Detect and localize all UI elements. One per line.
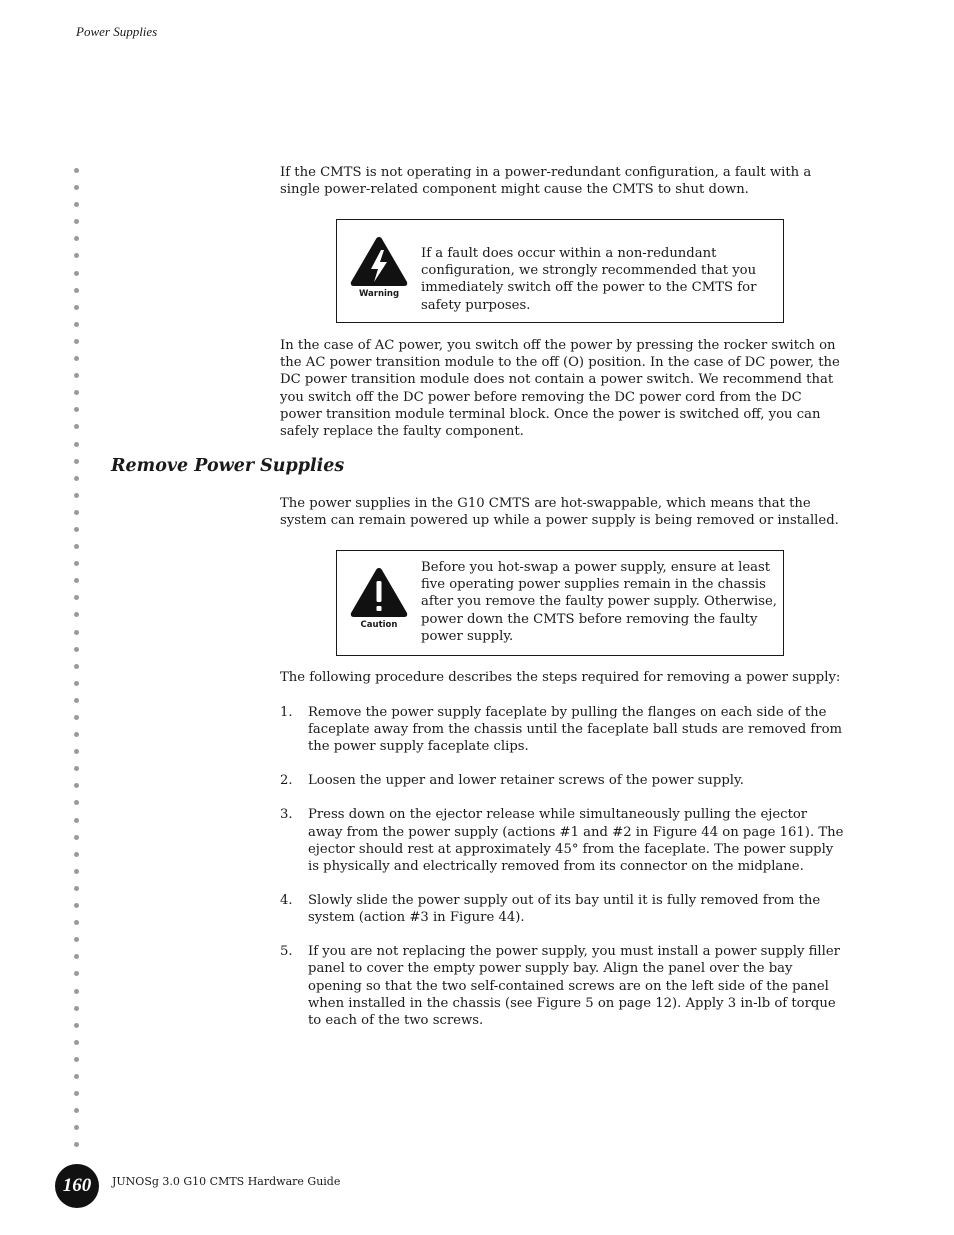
margin-dot (74, 732, 79, 737)
margin-dot (74, 954, 79, 959)
step-number: 1. (280, 705, 293, 720)
step-number: 5. (280, 944, 293, 960)
warning-lightning-icon (349, 236, 409, 288)
margin-dot (74, 390, 79, 395)
step-text: Loosen the upper and lower retainer screws of the power supply. (308, 773, 744, 789)
margin-dot (74, 1108, 79, 1113)
step-number: 4. (280, 893, 293, 909)
margin-dot (74, 219, 79, 224)
margin-dot-rule (74, 168, 82, 1159)
warning-label: Warning (358, 289, 400, 299)
margin-dot (74, 459, 79, 464)
margin-dot (74, 937, 79, 942)
margin-dot (74, 971, 79, 976)
margin-dot (74, 903, 79, 908)
margin-dot (74, 236, 79, 241)
margin-dot (74, 920, 79, 925)
list-item (280, 943, 845, 1029)
footer-guide-title: JUNOSg 3.0 G10 CMTS Hardware Guide (112, 1175, 341, 1188)
margin-dot (74, 698, 79, 703)
margin-dot (74, 1091, 79, 1096)
margin-dot (74, 664, 79, 669)
margin-dot (74, 288, 79, 293)
margin-dot (74, 630, 79, 635)
margin-dot (74, 578, 79, 583)
step-text: Slowly slide the power supply out of its bay until it is fully removed from the system (action #3 in Figure 44). (308, 893, 821, 926)
margin-dot (74, 1074, 79, 1079)
caution-box (336, 550, 784, 656)
paragraph-hot-swap: The power supplies in the G10 CMTS are hot-swappable, which means that the system can remain powered up while a power supply is being removed or installed. (280, 496, 839, 529)
margin-dot (74, 322, 79, 327)
list-item (280, 704, 845, 756)
step-number: 2. (280, 773, 293, 789)
list-item (280, 806, 845, 875)
margin-dot (74, 527, 79, 532)
margin-dot (74, 1057, 79, 1062)
margin-dot (74, 612, 79, 617)
caution-icon-group (349, 567, 409, 630)
margin-dot (74, 356, 79, 361)
margin-dot (74, 305, 79, 310)
caution-label: Caution (360, 620, 398, 630)
margin-dot (74, 442, 79, 447)
margin-dot (74, 800, 79, 805)
margin-dot (74, 424, 79, 429)
margin-dot (74, 818, 79, 823)
margin-dot (74, 852, 79, 857)
margin-dot (74, 271, 79, 276)
margin-dot (74, 835, 79, 840)
caution-text: Before you hot-swap a power supply, ensure at least five operating power supplies remain in the chassis after you remove the faulty power supply. Otherwise, power down the CMTS before removing the faulty power supply. (421, 560, 777, 644)
margin-dot (74, 1040, 79, 1045)
margin-dot (74, 510, 79, 515)
margin-dot (74, 168, 79, 173)
procedure-steps (280, 704, 845, 1046)
margin-dot (74, 989, 79, 994)
running-header: Power Supplies (76, 24, 158, 39)
margin-dot (74, 253, 79, 258)
margin-dot (74, 1125, 79, 1130)
margin-dot (74, 647, 79, 652)
step-text: If you are not replacing the power supply, you must install a power supply filler panel to cover the empty power supply bay. Align the panel over the bay opening so that the two self-contained screws are on the left side of the panel when installed in the chassis (see Figure 5 on page 12). Apply 3 in-lb of torque to each of the two screws. (308, 944, 840, 1029)
margin-dot (74, 476, 79, 481)
margin-dot (74, 561, 79, 566)
margin-dot (74, 185, 79, 190)
margin-dot (74, 766, 79, 771)
paragraph-redundancy: If the CMTS is not operating in a power-redundant configuration, a fault with a single power-related component might cause the CMTS to shut down. (280, 165, 812, 198)
margin-dot (74, 202, 79, 207)
section-heading: Remove Power Supplies (111, 456, 345, 476)
margin-dot (74, 595, 79, 600)
step-number: 3. (280, 807, 293, 823)
paragraph-power-off: In the case of AC power, you switch off the power by pressing the rocker switch on the AC power transition module to the off (O) position. In the case of DC power, the DC power transition module does not contain a power switch. We recommend that you switch off the DC power before removing the DC power cord from the DC power transition module terminal block. Once the power is switched off, you can safely replace the faulty component. (280, 338, 840, 440)
margin-dot (74, 869, 79, 874)
margin-dot (74, 886, 79, 891)
margin-dot (74, 339, 79, 344)
margin-dot (74, 493, 79, 498)
step-text: Press down on the ejector release while simultaneously pulling the ejector away from the power supply (actions #1 and #2 in Figure 44 on page 161). The ejector should rest at approximately 45° from the faceplate. The power supply is physically and electrically removed from its connector on the midplane. (308, 807, 844, 875)
margin-dot (74, 681, 79, 686)
margin-dot (74, 1142, 79, 1147)
margin-dot (74, 1006, 79, 1011)
warning-icon-group (349, 236, 409, 299)
margin-dot (74, 749, 79, 754)
margin-dot (74, 407, 79, 412)
margin-dot (74, 1023, 79, 1028)
step-text: Remove the power supply faceplate by pulling the flanges on each side of the faceplate away from the chassis until the faceplate ball studs are removed from the power supply faceplate clips. (308, 705, 843, 755)
margin-dot (74, 373, 79, 378)
list-item (280, 892, 845, 926)
page-number: 160 (55, 1164, 99, 1208)
margin-dot (74, 783, 79, 788)
warning-box (336, 219, 784, 323)
margin-dot (74, 544, 79, 549)
warning-text: If a fault does occur within a non-redundant configuration, we strongly recommended that you immediately switch off the power to the CMTS for safety purposes. (421, 246, 757, 313)
margin-dot (74, 715, 79, 720)
list-item (280, 772, 845, 789)
paragraph-procedure-intro: The following procedure describes the steps required for removing a power supply: (280, 670, 841, 685)
caution-exclamation-icon (349, 567, 409, 619)
